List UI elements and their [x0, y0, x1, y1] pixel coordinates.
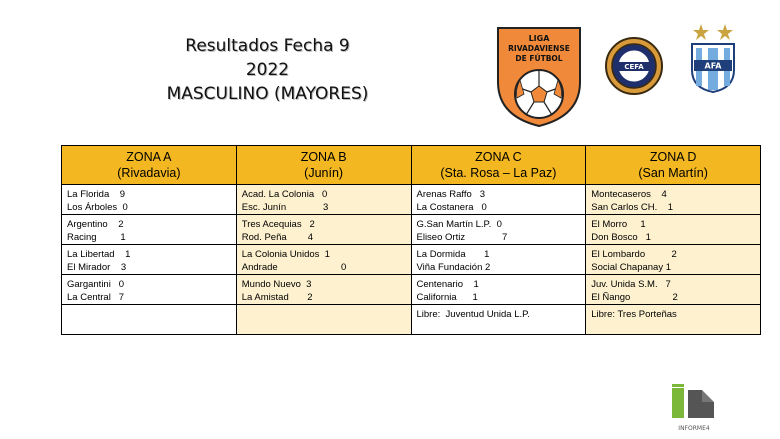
title-line-3: MASCULINO (MAYORES) [166, 84, 369, 104]
match-line: El Morro 1 [591, 219, 646, 230]
match-line: La Colonia Unidos 1 [241, 249, 330, 260]
match-line: Juv. Unida S.M. 7 [591, 279, 671, 290]
informe4-logo [668, 382, 720, 434]
zone-header [586, 146, 761, 185]
match-line: El Ñango 2 [591, 292, 678, 303]
svg-text:LIGA: LIGA [528, 34, 550, 43]
title-line-1: Resultados Fecha 9 [185, 36, 350, 56]
match-cell [586, 305, 761, 335]
zone-name: ZONA A [126, 150, 172, 164]
match-line: G.San Martín L.P. 0 [416, 219, 502, 230]
afa-crest-logo [686, 22, 740, 94]
zone-area: (San Martín) [638, 166, 708, 180]
match-line: Acad. La Colonia 0 [241, 189, 328, 200]
match-cell [62, 305, 237, 335]
match-line: Don Bosco 1 [591, 232, 651, 243]
table-row [62, 305, 761, 335]
match-line: San Carlos CH. 1 [591, 202, 674, 213]
zone-header [62, 146, 237, 185]
match-cell [236, 245, 411, 275]
match-line: La Florida 9 [67, 189, 126, 200]
match-line: Esc. Junín 3 [241, 202, 329, 213]
match-cell [62, 185, 237, 215]
match-line: Rod. Peña 4 [241, 232, 314, 243]
match-cell [236, 215, 411, 245]
match-line: Andrade 0 [241, 262, 347, 273]
bye-line: Libre: Tres Porteñas [591, 309, 677, 320]
zone-area: (Junín) [304, 166, 344, 180]
match-line: Viña Fundación 2 [416, 262, 491, 273]
match-cell [411, 305, 586, 335]
match-line: El Lombardo 2 [591, 249, 677, 260]
match-line: Mundo Nuevo 3 [241, 279, 312, 290]
match-cell [586, 185, 761, 215]
svg-text:CEFA: CEFA [624, 63, 644, 71]
match-cell [411, 275, 586, 305]
page-title [140, 34, 395, 106]
match-cell [236, 305, 411, 335]
zone-name: ZONA C [475, 150, 522, 164]
match-cell [236, 185, 411, 215]
table-row [62, 275, 761, 305]
match-line: Montecaseros 4 [591, 189, 667, 200]
zone-header [411, 146, 586, 185]
match-line: La Central 7 [67, 292, 125, 303]
match-line: Arenas Raffo 3 [416, 189, 485, 200]
match-cell [62, 245, 237, 275]
match-line: La Dormida 1 [416, 249, 490, 260]
match-line: La Costanera 0 [416, 202, 487, 213]
match-cell [586, 245, 761, 275]
match-cell [62, 275, 237, 305]
liga-rivadaviense-logo [494, 24, 584, 128]
zone-name: ZONA D [649, 150, 697, 164]
match-line: El Mirador 3 [67, 262, 127, 273]
match-line: Centenario 1 [416, 279, 479, 290]
match-cell [62, 215, 237, 245]
zone-area: (Rivadavia) [117, 166, 181, 180]
match-line: Argentino 2 [67, 219, 124, 230]
match-cell [411, 215, 586, 245]
cefa-emblem-logo [604, 36, 664, 96]
svg-text:DE FÚTBOL: DE FÚTBOL [515, 54, 563, 63]
match-line: Eliseo Ortiz 7 [416, 232, 508, 243]
match-line: La Amistad 2 [241, 292, 313, 303]
table-row [62, 215, 761, 245]
match-line: California 1 [416, 292, 478, 303]
zone-area: (Sta. Rosa – La Paz) [440, 166, 557, 180]
table-row [62, 245, 761, 275]
match-cell [411, 185, 586, 215]
match-line: Los Árboles 0 [67, 202, 128, 213]
svg-text:RIVADAVIENSE: RIVADAVIENSE [508, 44, 570, 53]
results-table [61, 145, 761, 335]
svg-text:INFORME4: INFORME4 [678, 425, 710, 432]
match-cell [586, 215, 761, 245]
zones-header-row [62, 146, 761, 185]
match-cell [586, 275, 761, 305]
zone-name: ZONA B [300, 150, 347, 164]
match-line: Social Chapanay 1 [591, 262, 671, 273]
zone-header [236, 146, 411, 185]
title-line-2: 2022 [245, 60, 290, 80]
match-line: Gargantini 0 [67, 279, 125, 290]
match-line: La Libertad 1 [67, 249, 131, 260]
match-line: Racing 1 [67, 232, 126, 243]
match-cell [236, 275, 411, 305]
match-line: Tres Acequias 2 [241, 219, 315, 230]
table-row [62, 185, 761, 215]
match-cell [411, 245, 586, 275]
bye-line: Libre: Juventud Unida L.P. [416, 309, 530, 320]
svg-text:AFA: AFA [704, 61, 722, 71]
